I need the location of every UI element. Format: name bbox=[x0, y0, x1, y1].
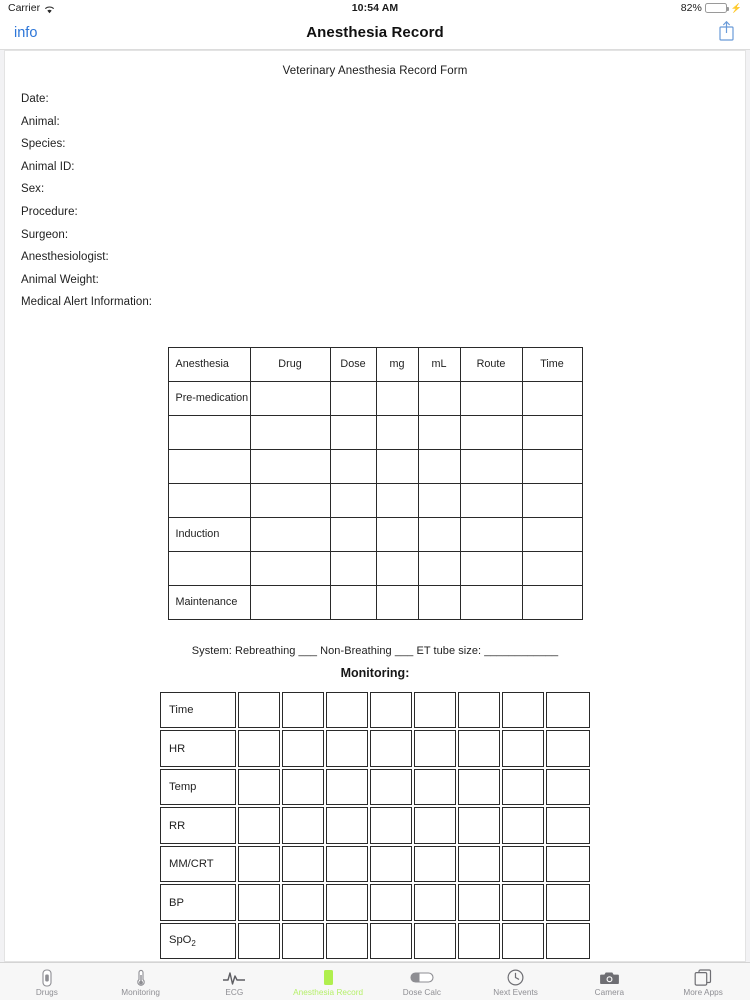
table-row bbox=[168, 483, 582, 517]
field-label-medical-alert: Medical Alert Information: bbox=[21, 296, 153, 309]
page-title: Anesthesia Record bbox=[306, 24, 444, 41]
monitoring-cell[interactable] bbox=[282, 769, 324, 806]
monitoring-cell[interactable] bbox=[546, 730, 590, 767]
monitoring-row-label: RR bbox=[160, 807, 236, 844]
drug-cell[interactable] bbox=[460, 449, 522, 483]
monitoring-cell[interactable] bbox=[414, 846, 456, 883]
drug-cell[interactable] bbox=[418, 517, 460, 551]
drug-table-header-time: Time bbox=[522, 347, 582, 381]
battery-percent-label: 82% bbox=[680, 2, 702, 14]
drug-cell[interactable] bbox=[376, 415, 418, 449]
monitoring-cell[interactable] bbox=[458, 692, 500, 729]
monitoring-cell[interactable] bbox=[370, 884, 412, 921]
drug-cell[interactable] bbox=[250, 381, 330, 415]
monitoring-cell[interactable] bbox=[546, 769, 590, 806]
drug-cell[interactable] bbox=[250, 517, 330, 551]
record-sheet-icon bbox=[322, 968, 335, 987]
drug-cell[interactable] bbox=[330, 449, 376, 483]
monitoring-cell[interactable] bbox=[282, 923, 324, 960]
status-clock: 10:54 AM bbox=[351, 2, 399, 14]
monitoring-cell[interactable] bbox=[502, 769, 544, 806]
drug-row-label bbox=[168, 449, 250, 483]
monitoring-cell[interactable] bbox=[414, 730, 456, 767]
monitoring-cell[interactable] bbox=[238, 730, 280, 767]
monitoring-cell[interactable] bbox=[326, 807, 368, 844]
field-label-species: Species: bbox=[21, 138, 66, 151]
carrier-label: Carrier bbox=[8, 2, 41, 14]
camera-icon bbox=[600, 968, 619, 987]
monitoring-cell[interactable] bbox=[326, 846, 368, 883]
drug-row-label: Maintenance bbox=[168, 585, 250, 619]
monitoring-cell[interactable] bbox=[238, 807, 280, 844]
monitoring-cell[interactable] bbox=[458, 769, 500, 806]
monitoring-cell[interactable] bbox=[326, 692, 368, 729]
monitoring-cell[interactable] bbox=[326, 884, 368, 921]
field-label-sex: Sex: bbox=[21, 183, 45, 196]
monitoring-cell[interactable] bbox=[458, 923, 500, 960]
tab-label-monitoring: Monitoring bbox=[121, 988, 160, 997]
drug-cell[interactable] bbox=[522, 517, 582, 551]
drug-cell[interactable] bbox=[460, 483, 522, 517]
monitoring-cell[interactable] bbox=[458, 807, 500, 844]
drug-cell[interactable] bbox=[250, 483, 330, 517]
monitoring-cell[interactable] bbox=[546, 846, 590, 883]
monitoring-table bbox=[158, 690, 592, 962]
drug-cell[interactable] bbox=[522, 585, 582, 619]
monitoring-cell[interactable] bbox=[370, 692, 412, 729]
monitoring-cell[interactable] bbox=[414, 884, 456, 921]
drug-cell[interactable] bbox=[418, 415, 460, 449]
monitoring-cell[interactable] bbox=[238, 884, 280, 921]
drug-cell[interactable] bbox=[522, 415, 582, 449]
drug-cell[interactable] bbox=[460, 381, 522, 415]
monitoring-cell[interactable] bbox=[546, 692, 590, 729]
tab-next-events[interactable] bbox=[469, 963, 563, 1000]
table-row bbox=[160, 730, 590, 767]
field-label-procedure: Procedure: bbox=[21, 205, 78, 218]
drug-table-header-ml: mL bbox=[418, 347, 460, 381]
anesthesia-drug-table-wrap bbox=[17, 347, 733, 620]
table-row bbox=[160, 769, 590, 806]
drug-cell[interactable] bbox=[418, 449, 460, 483]
monitoring-cell[interactable] bbox=[502, 807, 544, 844]
drug-row-label bbox=[168, 551, 250, 585]
drug-cell[interactable] bbox=[376, 551, 418, 585]
monitoring-cell[interactable] bbox=[282, 884, 324, 921]
monitoring-cell[interactable] bbox=[370, 923, 412, 960]
drug-table-header-route: Route bbox=[460, 347, 522, 381]
monitoring-cell[interactable] bbox=[326, 923, 368, 960]
drug-cell[interactable] bbox=[330, 381, 376, 415]
table-row bbox=[168, 415, 582, 449]
tab-label-dose-calc: Dose Calc bbox=[402, 988, 441, 997]
monitoring-cell[interactable] bbox=[546, 923, 590, 960]
monitoring-row-label: BP bbox=[160, 884, 236, 921]
monitoring-cell[interactable] bbox=[502, 884, 544, 921]
tab-more-apps[interactable] bbox=[656, 963, 750, 1000]
tab-monitoring[interactable] bbox=[94, 963, 188, 1000]
table-row bbox=[160, 923, 590, 960]
drug-cell[interactable] bbox=[376, 517, 418, 551]
drug-cell[interactable] bbox=[460, 415, 522, 449]
drug-cell[interactable] bbox=[376, 381, 418, 415]
monitoring-cell[interactable] bbox=[546, 884, 590, 921]
drug-row-label: Induction bbox=[168, 517, 250, 551]
field-label-surgeon: Surgeon: bbox=[21, 228, 69, 241]
table-row bbox=[168, 551, 582, 585]
drug-cell[interactable] bbox=[250, 551, 330, 585]
drug-cell[interactable] bbox=[418, 381, 460, 415]
form-title: Veterinary Anesthesia Record Form bbox=[282, 65, 468, 77]
battery-icon bbox=[705, 3, 727, 13]
drug-cell[interactable] bbox=[522, 381, 582, 415]
monitoring-row-label: Temp bbox=[160, 769, 236, 806]
monitoring-row-label: MM/CRT bbox=[160, 846, 236, 883]
monitoring-cell[interactable] bbox=[370, 730, 412, 767]
monitoring-cell[interactable] bbox=[326, 730, 368, 767]
drug-cell[interactable] bbox=[250, 415, 330, 449]
tab-label-anesthesia-record: Anesthesia Record bbox=[293, 988, 364, 997]
monitoring-cell[interactable] bbox=[282, 692, 324, 729]
tab-anesthesia-record[interactable] bbox=[281, 963, 375, 1000]
table-row bbox=[168, 585, 582, 619]
drug-cell[interactable] bbox=[376, 585, 418, 619]
drug-cell[interactable] bbox=[460, 585, 522, 619]
drug-cell[interactable] bbox=[522, 449, 582, 483]
monitoring-row-label: Time bbox=[160, 692, 236, 729]
monitoring-cell[interactable] bbox=[502, 846, 544, 883]
field-label-animal-weight: Animal Weight: bbox=[21, 273, 99, 286]
monitoring-cell[interactable] bbox=[326, 769, 368, 806]
drug-cell[interactable] bbox=[376, 449, 418, 483]
vial-icon bbox=[41, 968, 53, 987]
share-button[interactable] bbox=[717, 19, 736, 47]
field-label-anesthesiologist: Anesthesiologist: bbox=[21, 251, 109, 264]
table-header-row bbox=[168, 347, 582, 381]
monitoring-cell[interactable] bbox=[370, 807, 412, 844]
monitoring-table-wrap bbox=[17, 690, 733, 962]
status-bar bbox=[0, 0, 750, 16]
drug-cell[interactable] bbox=[460, 551, 522, 585]
table-row bbox=[168, 381, 582, 415]
tab-bar bbox=[0, 962, 750, 1000]
drug-row-label bbox=[168, 483, 250, 517]
drug-cell[interactable] bbox=[250, 585, 330, 619]
drug-cell[interactable] bbox=[330, 551, 376, 585]
tab-drugs[interactable] bbox=[0, 963, 94, 1000]
share-icon bbox=[717, 19, 736, 47]
tab-label-more-apps: More Apps bbox=[683, 988, 723, 997]
table-row bbox=[160, 884, 590, 921]
monitoring-cell[interactable] bbox=[414, 769, 456, 806]
monitoring-cell[interactable] bbox=[238, 846, 280, 883]
monitoring-cell[interactable] bbox=[414, 692, 456, 729]
monitoring-cell[interactable] bbox=[282, 730, 324, 767]
drug-table-header-anesthesia: Anesthesia bbox=[168, 347, 250, 381]
apps-icon bbox=[694, 968, 712, 987]
clock-icon bbox=[507, 968, 524, 987]
table-row bbox=[168, 449, 582, 483]
monitoring-row-label: HR bbox=[160, 730, 236, 767]
monitoring-cell[interactable] bbox=[458, 884, 500, 921]
drug-cell[interactable] bbox=[250, 449, 330, 483]
monitoring-cell[interactable] bbox=[238, 692, 280, 729]
monitoring-cell[interactable] bbox=[238, 923, 280, 960]
monitoring-cell[interactable] bbox=[282, 846, 324, 883]
document-page bbox=[4, 50, 746, 962]
tab-ecg[interactable] bbox=[188, 963, 282, 1000]
drug-table-header-drug: Drug bbox=[250, 347, 330, 381]
document-scroll-area[interactable] bbox=[0, 50, 750, 962]
drug-cell[interactable] bbox=[330, 483, 376, 517]
table-row bbox=[160, 807, 590, 844]
drug-row-label bbox=[168, 415, 250, 449]
monitoring-cell[interactable] bbox=[238, 769, 280, 806]
tab-label-camera: Camera bbox=[594, 988, 625, 997]
drug-cell[interactable] bbox=[330, 415, 376, 449]
drug-cell[interactable] bbox=[418, 585, 460, 619]
table-row bbox=[168, 517, 582, 551]
nav-bar bbox=[0, 16, 750, 50]
monitoring-cell[interactable] bbox=[414, 923, 456, 960]
monitoring-cell[interactable] bbox=[370, 769, 412, 806]
monitoring-cell[interactable] bbox=[546, 807, 590, 844]
field-label-animal-id: Animal ID: bbox=[21, 160, 75, 173]
tab-label-ecg: ECG bbox=[225, 988, 244, 997]
monitoring-cell[interactable] bbox=[414, 807, 456, 844]
monitoring-cell[interactable] bbox=[502, 692, 544, 729]
drug-cell[interactable] bbox=[376, 483, 418, 517]
ecg-waveform-icon bbox=[223, 968, 245, 987]
monitoring-row-label: SpO$_2$ bbox=[160, 923, 236, 960]
drug-cell[interactable] bbox=[418, 483, 460, 517]
patient-field-list bbox=[21, 88, 733, 314]
tab-label-drugs: Drugs bbox=[35, 988, 58, 997]
monitoring-cell[interactable] bbox=[502, 730, 544, 767]
monitoring-cell[interactable] bbox=[282, 807, 324, 844]
field-label-date: Date: bbox=[21, 93, 49, 105]
tab-label-next-events: Next Events bbox=[493, 988, 538, 997]
drug-cell[interactable] bbox=[330, 517, 376, 551]
capsule-icon bbox=[410, 968, 434, 987]
drug-cell[interactable] bbox=[522, 551, 582, 585]
table-row bbox=[160, 692, 590, 729]
table-row bbox=[160, 846, 590, 883]
anesthesia-drug-table bbox=[168, 347, 583, 620]
drug-table-header-dose: Dose bbox=[330, 347, 376, 381]
drug-cell[interactable] bbox=[460, 517, 522, 551]
drug-row-label: Pre-medication bbox=[168, 381, 250, 415]
tab-dose-calc[interactable] bbox=[375, 963, 469, 1000]
field-label-animal: Animal: bbox=[21, 115, 60, 128]
drug-cell[interactable] bbox=[418, 551, 460, 585]
drug-cell[interactable] bbox=[330, 585, 376, 619]
system-line: System: Rebreathing ___ Non-Breathing ___ ET tube size: ____________ bbox=[191, 644, 559, 657]
drug-cell[interactable] bbox=[522, 483, 582, 517]
monitoring-cell[interactable] bbox=[370, 846, 412, 883]
thermometer-icon bbox=[136, 968, 146, 987]
info-button[interactable]: info bbox=[14, 24, 38, 41]
monitoring-cell[interactable] bbox=[458, 846, 500, 883]
lightning-bolt-icon: ⚡ bbox=[730, 2, 742, 13]
monitoring-cell[interactable] bbox=[502, 923, 544, 960]
monitoring-cell[interactable] bbox=[458, 730, 500, 767]
drug-table-header-mg: mg bbox=[376, 347, 418, 381]
tab-camera[interactable] bbox=[563, 963, 657, 1000]
monitoring-heading: Monitoring: bbox=[340, 665, 410, 680]
